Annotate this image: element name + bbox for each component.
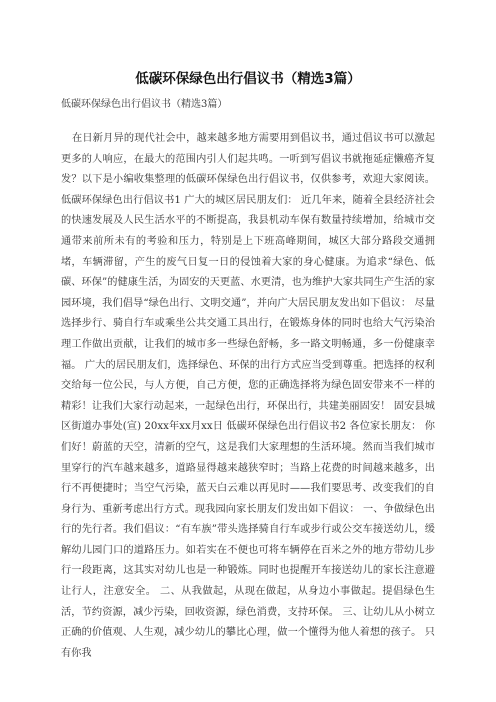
document-body-text: 在日新月异的现代社会中，越来越多地方需要用到倡议书，通过倡议书可以激起更多的人响应，在最大的范围内引人们起共鸣。一听到写倡议书就拖延症懒癌齐复发？以下是小编收集整理的低碳环保绿色出行倡议书，仅供参考，欢迎大家阅读。 低碳环保绿色出行倡议书1 广大的城区居民朋友们： 近几年来，随着全县经济社会的快速发展及人民生活水平的不断提高，我县机动车保有数量持续增加，给城市交通带来前所未有的考验和压力，特别是上下班高峰期间，城区大部分路段交通拥堵，车辆滞留，产生的废气日复一日的侵蚀着大家的身心健康。为追求“绿色、低碳、环保”的健康生活，为固安的天更蓝、水更清，也为维护大家共同生产生活的家园环境，我们倡导“绿色出行、文明交通”，并向广大居民朋友发出如下倡议： 尽量选择步行、骑自行车或乘坐公共交通工具出行，在锻炼身体的同时也给大气污染治理工作做出贡献，让我们的城市多一些绿色舒畅，多一路文明畅通，多一份健康幸福。 广大的居民朋友们，选择绿色、环保的出行方式应当受到尊重。把选择的权利交给每一位公民，与人方便，自己方便，您的正确选择将为绿色固安带来不一样的精彩！让我们大家行动起来，一起绿色出行，环保出行，共建美丽固安！ 固安县城区街道办事处(宣) 20xx年xx月xx日 低碳环保绿色出行倡议书2 各位家长朋友： 你们好！蔚蓝的天空，清新的空气，这是我们大家理想的生活环境。然而当我们城市里穿行的汽车越来越多，道路显得越来越狭窄时；当路上花费的时间越来越多，出行不再便捷时；当空气污染，蓝天白云难以再见时——我们要思考、改变我们的自身行为、重新考虑出行方式。现我园向家长朋友们发出如下倡议： 一、争做绿色出行的先行者。我们倡议：“有车族”带头选择骑自行车或步行或公交车接送幼儿，缓解幼儿园门口的道路压力。如若实在不便也可将车辆停在百米之外的地方带幼儿步行一段距离，这其实对幼儿也是一种锻炼。同时也提醒开车接送幼儿的家长注意避让行人，注意安全。 二、从我做起，从现在做起，从身边小事做起。提倡绿色生活，节约资源，减少污染，回收资源，绿色消费，支持环保。 三、让幼儿从小树立正确的价值观、人生观，减少幼儿的攀比心理，做一个懂得为他人着想的孩子。 只有你我 <box>61 133 435 659</box>
document-subtitle: 低碳环保绿色出行倡议书（精选3篇） <box>61 99 228 110</box>
document-title: 低碳环保绿色出行倡议书（精选3篇） <box>135 71 361 87</box>
